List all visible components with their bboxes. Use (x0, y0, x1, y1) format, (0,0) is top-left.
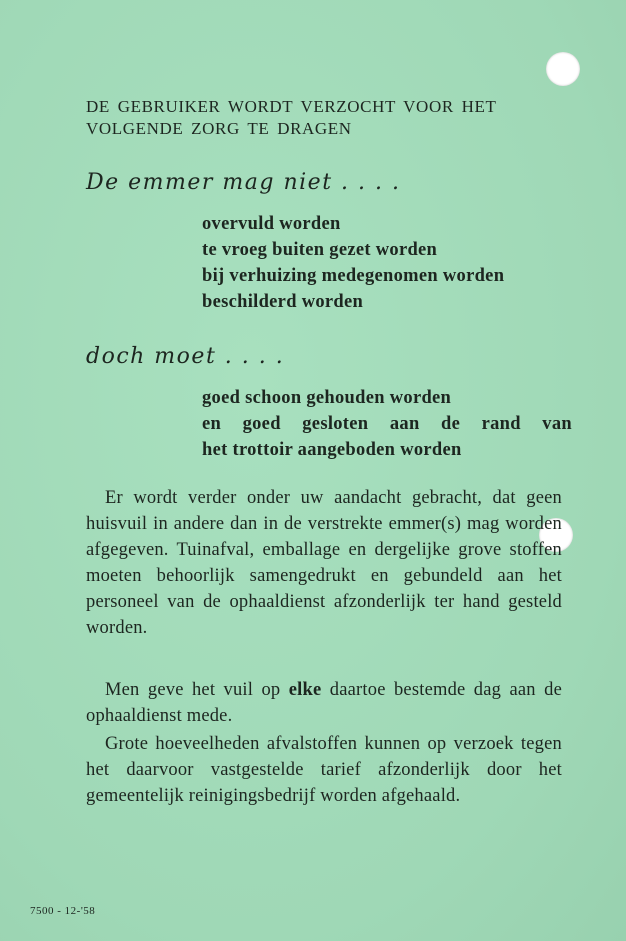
list-item: bij verhuizing medegenomen worden (202, 266, 505, 286)
emphasis-text: elke (288, 680, 322, 700)
list-item: goed schoon gehouden worden (202, 388, 452, 408)
must-list (202, 385, 572, 463)
paragraph-household-waste: Er wordt verder onder uw aandacht gebracht, dat geen huisvuil in andere dan in de verstrekte emmer(s) mag worden afgegeven. Tuinafval, emballage en dergelijke grove stoffen moeten behoorlijk samengedrukt en gebundeld aan het personeel van de ophaaldienst afzonderlijk ter hand gesteld worden. (86, 488, 562, 638)
print-code: 7500 - 12-'58 (30, 905, 96, 917)
paragraph-large-quantities: Grote hoeveelheden afvalstoffen kunnen op verzoek tegen het daarvoor vastgestelde tarief afzonderlijk door het gemeentelijk reinigingsbedrijf worden afgehaald. (86, 734, 562, 806)
list-item: beschilderd worden (202, 292, 364, 312)
paragraph-collection-day (86, 677, 562, 729)
list-item: overvuld worden (202, 214, 341, 234)
list-item: te vroeg buiten gezet worden (202, 240, 438, 260)
text-segment: daartoe bestemde dag aan de ophaaldienst mede. (86, 680, 562, 726)
punch-hole (546, 52, 580, 86)
not-allowed-list (202, 211, 572, 315)
instruction-heading: DE GEBRUIKER WORDT VERZOCHT VOOR HET VOLGENDE ZORG TE DRAGEN (86, 97, 497, 138)
section-title-not-allowed: De emmer mag niet . . . . (86, 170, 401, 195)
list-item: en goed gesloten aan de rand van (202, 414, 572, 434)
section-title-must: doch moet . . . . (86, 344, 285, 369)
list-item: het trottoir aangeboden worden (202, 440, 462, 460)
text-segment: Men geve het vuil op (105, 680, 289, 700)
